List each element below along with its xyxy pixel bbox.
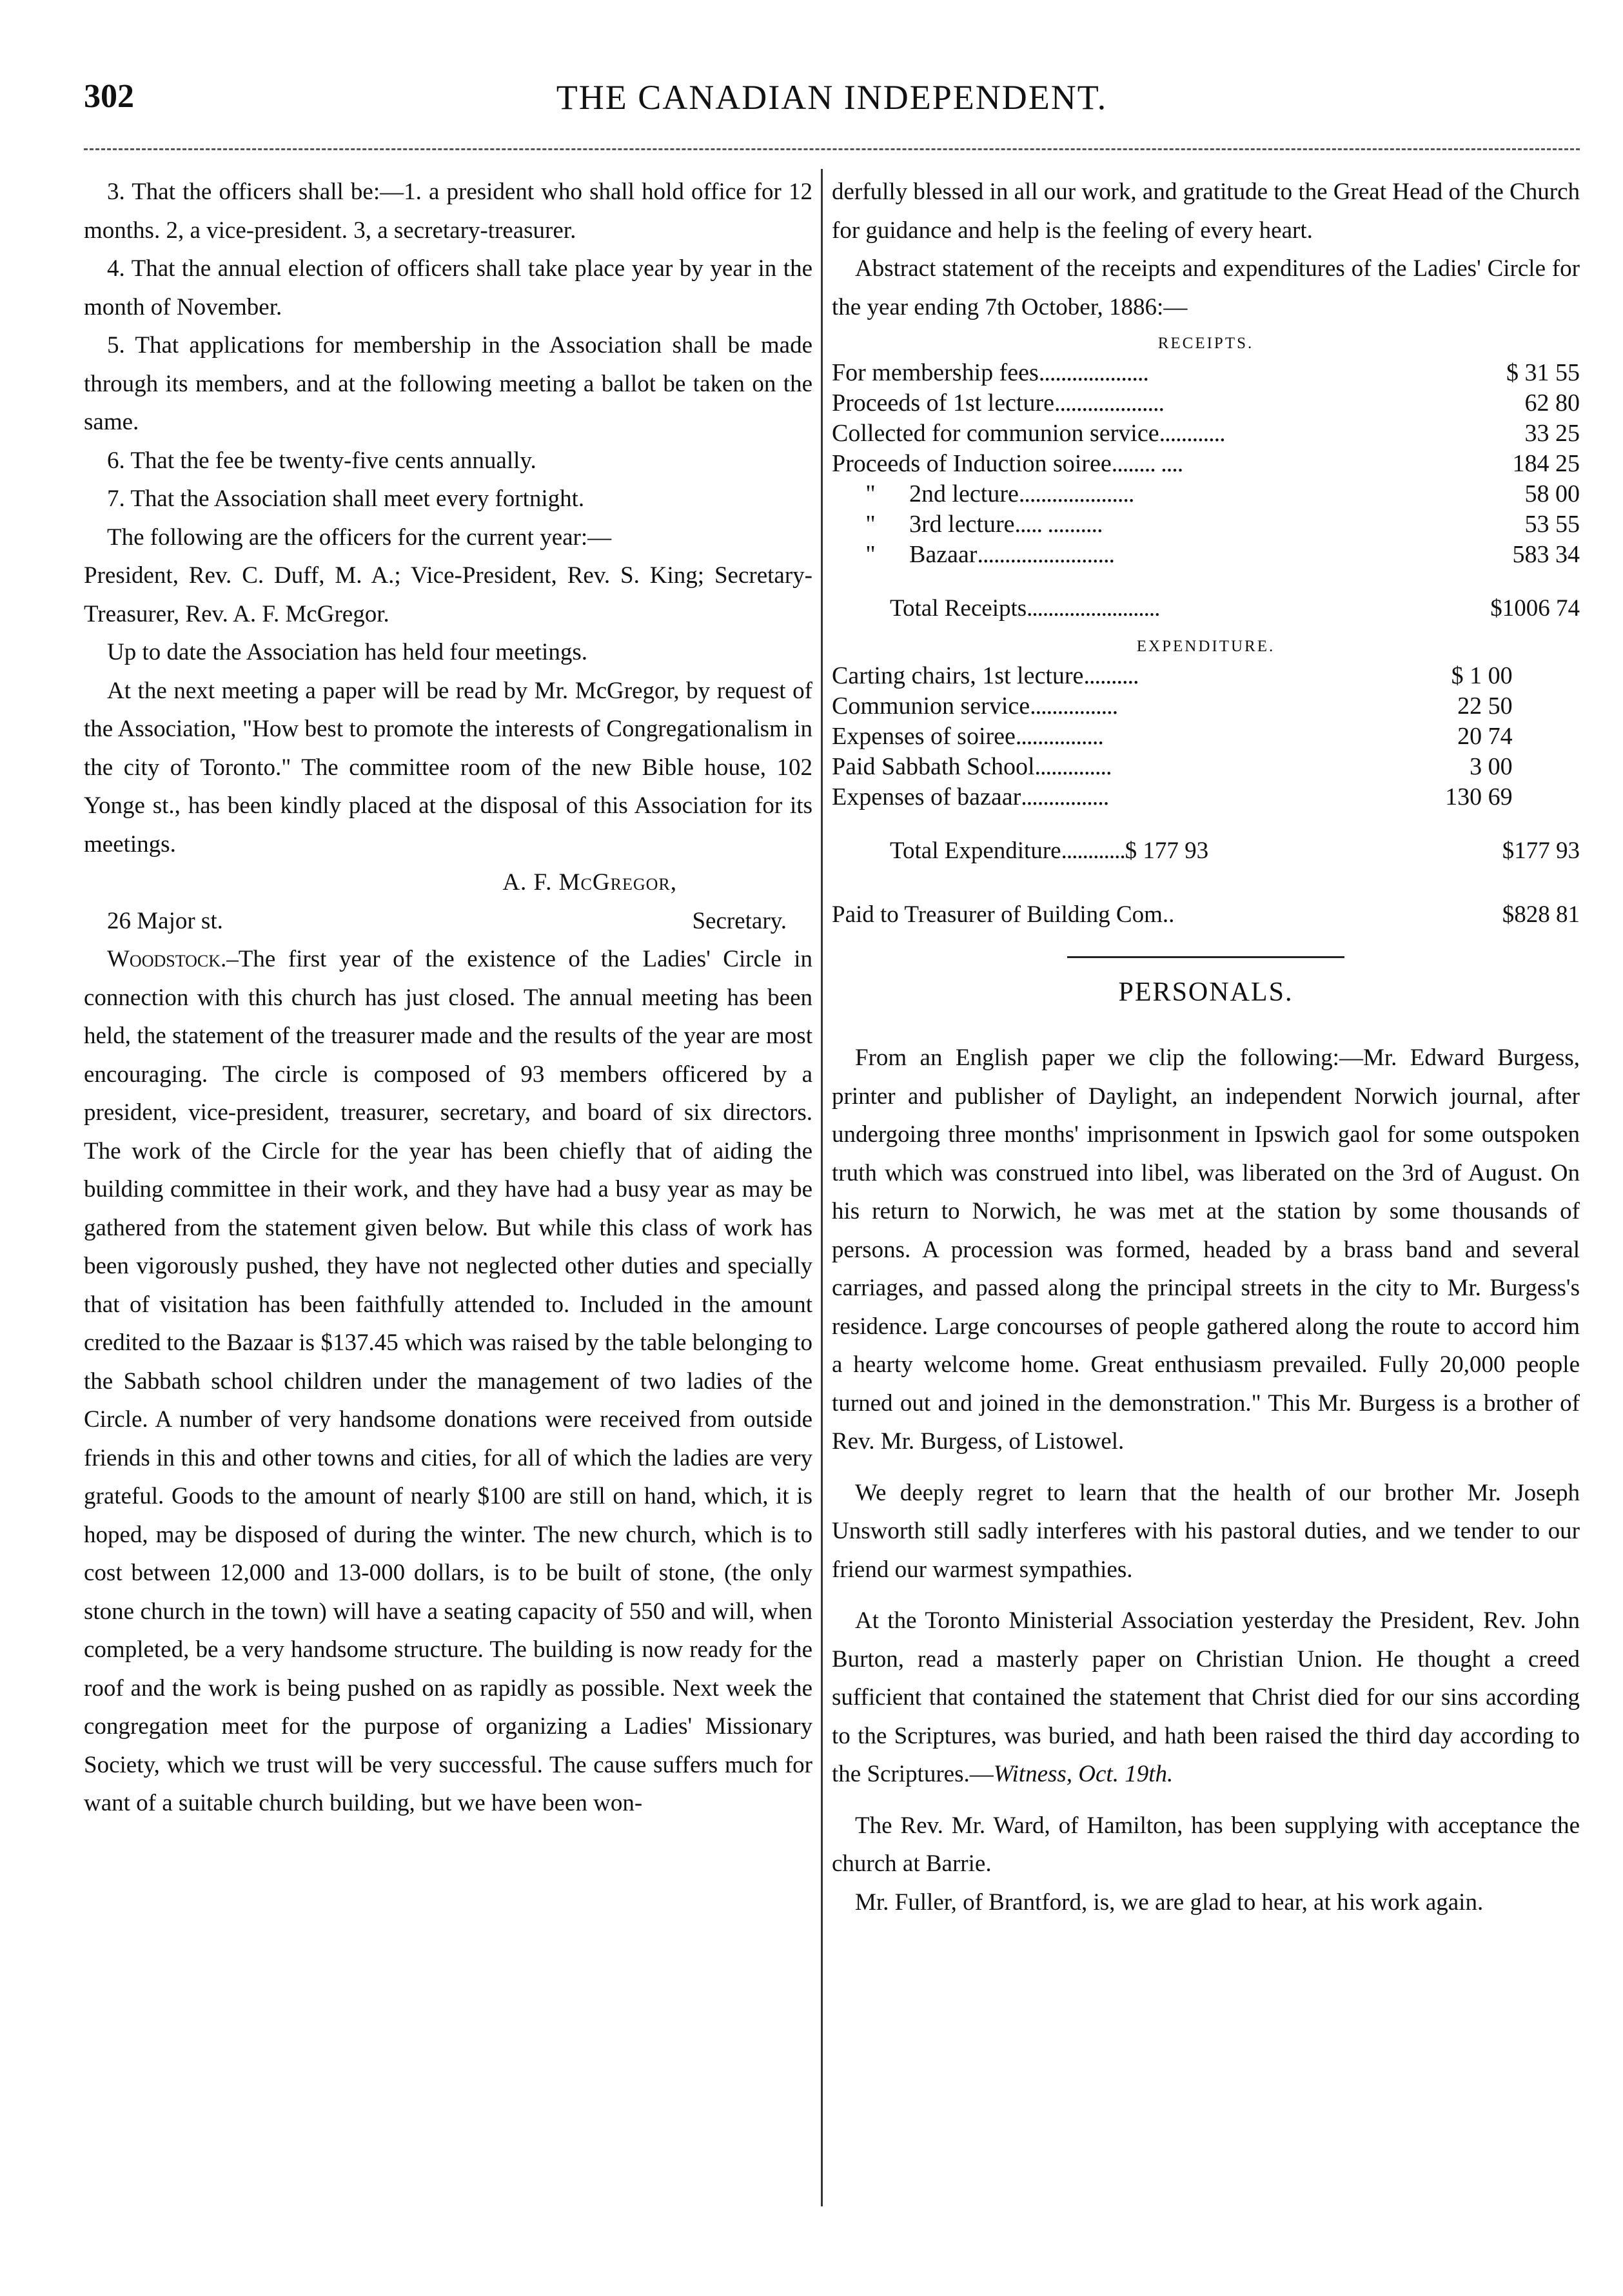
ledger-leader: .................... — [1038, 359, 1148, 386]
ledger-label: 3rd lecture — [909, 511, 1015, 538]
ledger-label: Expenses of soiree — [832, 722, 1016, 750]
right-column — [832, 173, 1580, 1921]
ledger-row — [832, 752, 1580, 782]
signature-address: 26 Major st. — [107, 907, 223, 934]
header-rule — [84, 148, 1580, 150]
section-rule — [1067, 956, 1344, 958]
receipts-heading: RECEIPTS. — [1157, 335, 1254, 352]
next-meeting-note: At the next meeting a paper will be read by Mr. McGregor, by request of the Association, "How best to promote the interests of Congregationalism in the city of Toronto." The committee room of the new Bible house, 102 Yonge st., has been kindly placed at the disposal of this Association for its meetings. — [84, 677, 812, 858]
ledger-leader: ......................... — [1027, 595, 1160, 622]
ledger-label: 2nd lecture — [909, 480, 1019, 507]
ledger-leader: .......... — [1083, 662, 1139, 689]
ledger-amount: 583 34 — [1512, 541, 1580, 568]
ledger-row — [832, 449, 1580, 479]
left-column — [84, 173, 812, 1823]
ledger-amount: 33 25 — [1524, 420, 1580, 447]
ledger-label: For membership fees — [832, 359, 1039, 386]
ledger-leader: .............. — [1034, 752, 1112, 780]
ledger-leader: ................ — [1021, 783, 1109, 810]
total-expenditure-label: Total Expenditure — [890, 837, 1061, 864]
treasurer-value: $828 81 — [1502, 901, 1580, 928]
ledger-amount: $ 1 00 — [1451, 662, 1513, 689]
woodstock-continuation: derfully blessed in all our work, and gratitude to the Great Head of the Church for guidance and help is the feeling of every heart. — [832, 179, 1580, 244]
publication-title: THE CANADIAN INDEPENDENT. — [556, 78, 1108, 117]
personal-item: The Rev. Mr. Ward, of Hamilton, has been supplying with acceptance the church at Barrie. — [832, 1812, 1580, 1877]
abstract-intro: Abstract statement of the receipts and expenditures of the Ladies' Circle for the year ending 7th October, 1886:— — [832, 255, 1580, 320]
rule-item: 6. That the fee be twenty-five cents annually. — [107, 447, 536, 474]
rule-item: 3. That the officers shall be:—1. a president who shall hold office for 12 months. 2, a vice-president. 3, a secretary-treasurer. — [84, 179, 812, 244]
ledger-label: Communion service — [832, 692, 1030, 720]
ledger-row — [832, 418, 1580, 449]
woodstock-label: Woodstock. — [107, 946, 227, 972]
ledger-row — [832, 782, 1580, 812]
ledger-amount: 62 80 — [1524, 389, 1580, 417]
woodstock-report — [84, 940, 812, 1823]
personal-item: Mr. Fuller, of Brantford, is, we are glad to hear, at his work again. — [855, 1889, 1484, 1916]
ledger-leader: ................ — [1015, 722, 1103, 750]
ledger-amount: $ 31 55 — [1506, 359, 1580, 386]
ledger-row — [832, 661, 1580, 691]
signature-row — [84, 902, 812, 941]
ledger-amount: 130 69 — [1445, 783, 1513, 810]
ditto-mark: " — [865, 541, 876, 568]
ledger-amount: 20 74 — [1457, 722, 1513, 750]
officers-list: President, Rev. C. Duff, M. A.; Vice-President, Rev. S. King; Secretary-Treasurer, Rev. A. F. McGregor. — [84, 562, 812, 627]
personal-item: We deeply regret to learn that the health of our brother Mr. Joseph Unsworth still sadly interferes with his pastoral duties, and we tender to our friend our warmest sympathies. — [832, 1479, 1580, 1583]
ledger-row — [832, 388, 1580, 418]
receipts-table — [832, 358, 1580, 570]
ledger-leader: ........ .... — [1111, 450, 1183, 477]
ledger-label: Collected for communion service — [832, 420, 1159, 447]
ledger-amount: 3 00 — [1470, 752, 1513, 780]
ledger-amount: 184 25 — [1512, 450, 1580, 477]
signature-name: A. F. McGregor, — [502, 869, 677, 896]
ledger-label: Bazaar — [909, 541, 978, 568]
total-expenditure-line — [832, 832, 1580, 870]
signature-title: Secretary. — [692, 907, 787, 934]
expenditure-table — [832, 661, 1580, 812]
ledger-leader: .................... — [1054, 389, 1165, 417]
total-expenditure-value: $ 177 93 — [1125, 837, 1209, 864]
officers-intro: The following are the officers for the current year:— — [107, 524, 612, 551]
total-expenditure-carried: $177 93 — [1502, 837, 1580, 864]
ledger-row — [832, 540, 1580, 570]
personals-heading: PERSONALS. — [1118, 977, 1293, 1007]
page-number: 302 — [84, 78, 134, 115]
rule-item: 4. That the annual election of officers shall take place year by year in the month of November. — [84, 255, 812, 320]
ledger-label: Paid Sabbath School — [832, 752, 1035, 780]
page-header — [84, 77, 1580, 129]
ledger-label: Proceeds of 1st lecture — [832, 389, 1055, 417]
rule-item: 7. That the Association shall meet every fortnight. — [107, 486, 585, 512]
ledger-label: Proceeds of Induction soiree — [832, 450, 1112, 477]
personal-item: From an English paper we clip the following:—Mr. Edward Burgess, printer and publisher of Daylight, an independent Norwich journal, after undergoing three months' imprisonment in Ipswich gaol for some outspoken truth which was construed into libel, was liberated on the 3rd of August. On his return to Norwich, he was met at the station by some thousands of persons. A procession was formed, headed by a brass band and several carriages, and passed along the principal streets in the city to Mr. Burgess's residence. Large concourses of people gathered along the route to accord him a hearty welcome home. Great enthusiasm prevailed. Fully 20,000 people turned out and joined in the demonstration." This Mr. Burgess is a brother of Rev. Mr. Burgess, of Listowel. — [832, 1045, 1580, 1455]
ledger-amount: 58 00 — [1524, 480, 1580, 507]
ledger-label: Carting chairs, 1st lecture — [832, 662, 1084, 689]
personal-item — [832, 1602, 1580, 1794]
ledger-amount: 53 55 — [1524, 511, 1580, 538]
personal-source: Witness, Oct. 19th. — [993, 1761, 1174, 1787]
ledger-row — [832, 479, 1580, 509]
ledger-leader: ..................... — [1018, 480, 1134, 507]
rule-item: 5. That applications for membership in the Association shall be made through its members, and at the following meeting a ballot be taken on the same. — [84, 332, 812, 435]
treasurer-label: Paid to Treasurer of Building Com.. — [832, 901, 1175, 928]
ledger-leader: ..... .......... — [1014, 511, 1103, 538]
ledger-leader: ............ — [1159, 420, 1225, 447]
treasurer-line — [832, 896, 1580, 934]
woodstock-text: –The first year of the existence of the Ladies' Circle in connection with this church has just closed. The annual meeting has been held, the statement of the treasurer made and the results of the year are most encouraging. The circle is composed of 93 members officered by a president, vice-president, treasurer, secretary, and board of six directors. The work of the Circle for the year has been chiefly that of aiding the building committee in their work, and they have had a busy year as may be gathered from the statement given below. But while this class of work has been vigorously pushed, they have not neglected other duties and specially that of visitation has been faithfully attended to. Included in the amount credited to the Bazaar is $137.45 which was raised by the table belonging to the Sabbath school children under the management of two ladies of the Circle. A number of very handsome donations were received from outside friends in this and other towns and cities, for all of which the ladies are very grateful. Goods to the amount of nearly $100 are still on hand, which, it is hoped, may be disposed of during the winter. The new church, which is to cost between 12,000 and 13-000 dollars, is to be built of stone, (the only stone church in the town) will have a seating capacity of 550 and will, when completed, be a very handsome structure. The building is now ready for the roof and the work is being pushed on as rapidly as possible. Next week the congregation meet for the purpose of organizing a Ladies' Missionary Society, which we trust will be very successful. The cause suffers much for want of a suitable church building, but we have been won- — [84, 946, 812, 1816]
ledger-leader: ......................... — [977, 541, 1114, 568]
meetings-note: Up to date the Association has held four meetings. — [107, 639, 587, 665]
total-receipts-line — [832, 589, 1580, 628]
ledger-label: Expenses of bazaar — [832, 783, 1021, 810]
total-receipts-label: Total Receipts — [890, 595, 1027, 622]
ditto-mark: " — [865, 511, 876, 538]
expenditure-heading: EXPENDITURE. — [1136, 637, 1275, 655]
ledger-leader: ................ — [1030, 692, 1118, 720]
ledger-row — [832, 509, 1580, 540]
ledger-leader: ............ — [1061, 837, 1125, 864]
column-divider — [821, 169, 823, 2206]
ledger-amount: 22 50 — [1457, 692, 1513, 720]
ledger-row — [832, 358, 1580, 388]
personal-text: At the Toronto Ministerial Association yesterday the President, Rev. John Burton, read a masterly paper on Christian Union. He thought a creed sufficient that contained the statement that Christ died for our sins according to the Scriptures, was buried, and hath been raised the third day according to the Scriptures.— — [832, 1607, 1580, 1787]
ditto-mark: " — [865, 480, 876, 507]
ledger-row — [832, 721, 1580, 752]
total-receipts-value: $1006 74 — [1490, 595, 1580, 622]
ledger-row — [832, 691, 1580, 721]
